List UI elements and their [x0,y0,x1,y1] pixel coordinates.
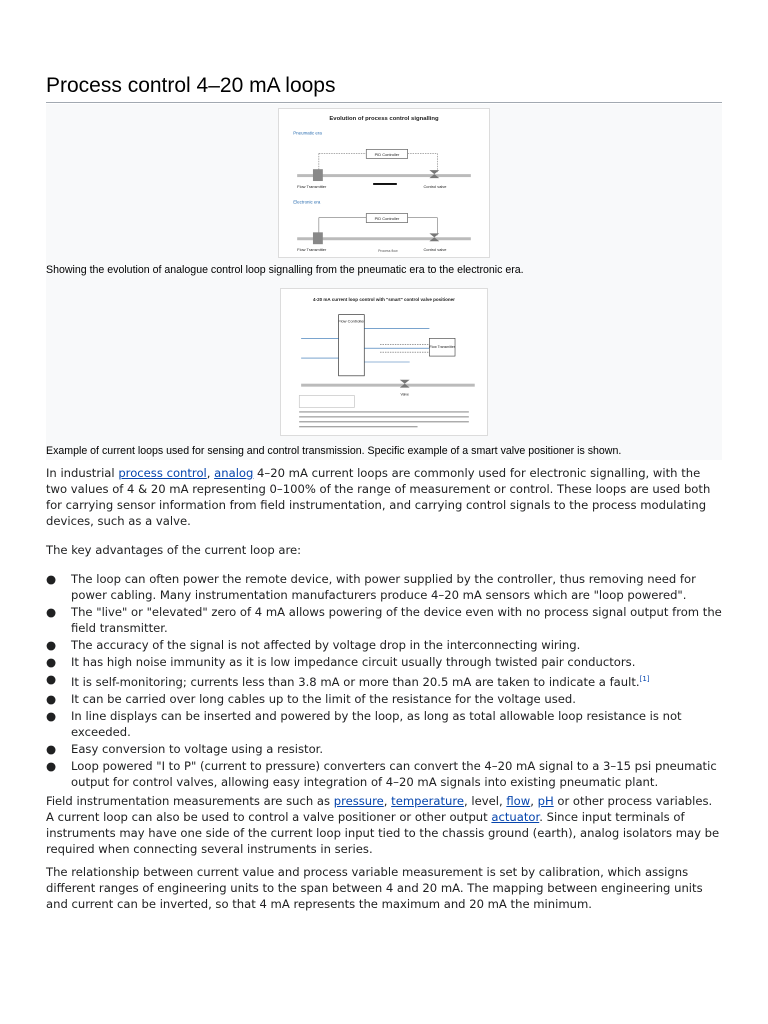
list-item-text: It can be carried over long cables up to the limit of the resistance for the voltage used. [71,691,576,706]
field-text-4: . Since input terminals of instruments may have one side of the current loop input tied to the chassis ground (earth), analog isolators may be required when connecting several instruments in series. [46,809,720,856]
list-item [46,604,722,636]
list-item-text: It is self-monitoring; currents less than 3.8 mA or more than 20.5 mA are taken to indicate a fault. [71,674,640,689]
field-text-1: Field instrumentation measurements are such as [46,793,334,808]
list-item [46,571,722,603]
list-item [46,671,722,690]
bullet-icon: ● [46,605,57,619]
list-item-text: In line displays can be inserted and powered by the loop, as long as total allowable loop resistance is not exceeded. [71,708,682,739]
intro-text-3: 4–20 mA current loops are commonly used for electronic signalling, with the two values of 4 & 20 mA representing 0–100% of the range of measurement or control. These loops are used both for carrying sensor information from field instrumentation, and carrying control signals to the process modulating devices, such as a valve. [46,466,711,528]
link-actuator[interactable]: actuator [491,809,540,824]
list-item [46,637,722,653]
list-item-text: It has high noise immunity as it is low impedance circuit usually through twisted pair conductors. [71,655,636,669]
process-flow-label: Process flow [378,249,398,254]
link-analog[interactable]: analog [214,466,254,480]
link-flow[interactable]: flow [506,793,531,808]
intro-text-2: , [206,466,215,480]
figure-evolution-caption: Showing the evolution of analogue control loop signalling from the pneumatic era to the electronic era. [46,264,524,276]
figure-evolution-image[interactable] [278,108,490,258]
link-temperature[interactable]: temperature [391,793,465,808]
bullet-icon: ● [46,758,57,773]
field-text-2: , level, [464,793,507,808]
reference-link[interactable]: [1] [639,675,650,683]
list-item [46,708,722,740]
figure-current-loop [46,282,722,460]
link-ph[interactable]: pH [537,793,554,808]
flow-label-2: Flow Transmitter [297,247,327,253]
field-text-3: or other process variables. A current loop can also be used to control a valve positioner or other output [46,793,713,824]
bullet-icon: ● [46,655,57,669]
list-item [46,654,722,670]
transmitter-icon-1 [313,169,323,181]
list-item-text: The "live" or "elevated" zero of 4 mA allows powering of the device even with no process signal output from the field transmitter. [71,605,722,635]
calibration-paragraph: The relationship between current value and process variable measurement is set by calibration, which assigns different ranges of engineering units to the span between 4 and 20 mA. The mapping between engineering units and current can be inverted, so that 4 mA represents the maximum and 20 mA the minimum. [46,864,703,911]
era-label-electronic: Electronic era [293,199,321,205]
link-pressure[interactable]: pressure [333,793,384,808]
list-item [46,758,722,790]
intro-paragraph [46,465,722,529]
bullet-icon: ● [46,672,57,686]
flow-label-1: Flow Transmitter [297,183,327,189]
advantages-list [46,571,722,790]
pid-label-1: PID Controller [374,151,400,157]
text-line-3 [299,421,469,422]
link-process-control[interactable]: process control [118,466,207,480]
text-line-2 [299,416,469,417]
field-sep-1: , [383,793,392,808]
field-sep-2: , [530,793,538,808]
bullet-icon: ● [46,691,57,706]
figure-evolution [46,104,722,282]
valve-label-loop: Valve [400,392,409,397]
list-item-text: The loop can often power the remote device, with power supplied by the controller, thus removing need for power cabling. Many instrumentation manufacturers produce 4–20 mA sensors which are "loop powered". [71,572,696,602]
transmitter-label: Flow Transmitter [429,345,455,350]
list-item-text: The accuracy of the signal is not affected by voltage drop in the interconnecting wiring. [71,638,581,652]
loop-diagram-heading: 4-20 mA current loop control with "smart" control valve positioner [313,296,455,302]
figure-current-loop-image[interactable] [280,288,488,436]
title-divider [46,102,722,103]
text-line-1 [299,411,469,412]
pipe-1 [297,174,471,177]
bullet-icon: ● [46,572,57,586]
list-item-text: Loop powered "I to P" (current to pressure) converters can convert the 4–20 mA signal to a 3–15 psi pneumatic output for control valves, allowing easy integration of 4–20 mA signals into existing pneumatic plant. [71,758,717,789]
flow-arrow-1 [373,183,397,185]
loop-pipe [301,384,475,387]
article-body [46,465,722,919]
text-line-4 [299,426,417,427]
transmitter-icon-2 [313,232,323,244]
list-item [46,741,722,757]
pid-label-2: PID Controller [374,216,400,221]
current-loop-diagram [281,289,487,435]
valve-label-2: Control valve [423,247,447,253]
era-label-pneumatic: Pneumatic era [293,130,322,136]
field-instrumentation-paragraph [46,793,722,857]
list-item [46,691,722,707]
list-item-text: Easy conversion to voltage using a resistor. [71,741,324,756]
bullet-icon: ● [46,638,57,652]
bullet-icon: ● [46,741,57,756]
bullet-icon: ● [46,708,57,723]
evolution-diagram [279,109,489,257]
loop-wires [301,328,429,362]
advantages-intro: The key advantages of the current loop are: [46,543,302,557]
valve-icon-loop [400,380,410,388]
legend-box [299,396,354,408]
figure-current-loop-caption: Example of current loops used for sensing and control transmission. Specific example of a smart valve positioner is shown. [46,445,622,457]
intro-text-1: In industrial [46,466,119,480]
controller-label: Flow Controller [338,318,365,324]
controller-box [339,315,365,376]
valve-label-1: Control valve [423,183,447,189]
page-title: Process control 4–20 mA loops [46,74,336,97]
pipe-2 [297,237,471,240]
diagram-heading: Evolution of process control signalling [329,115,439,122]
